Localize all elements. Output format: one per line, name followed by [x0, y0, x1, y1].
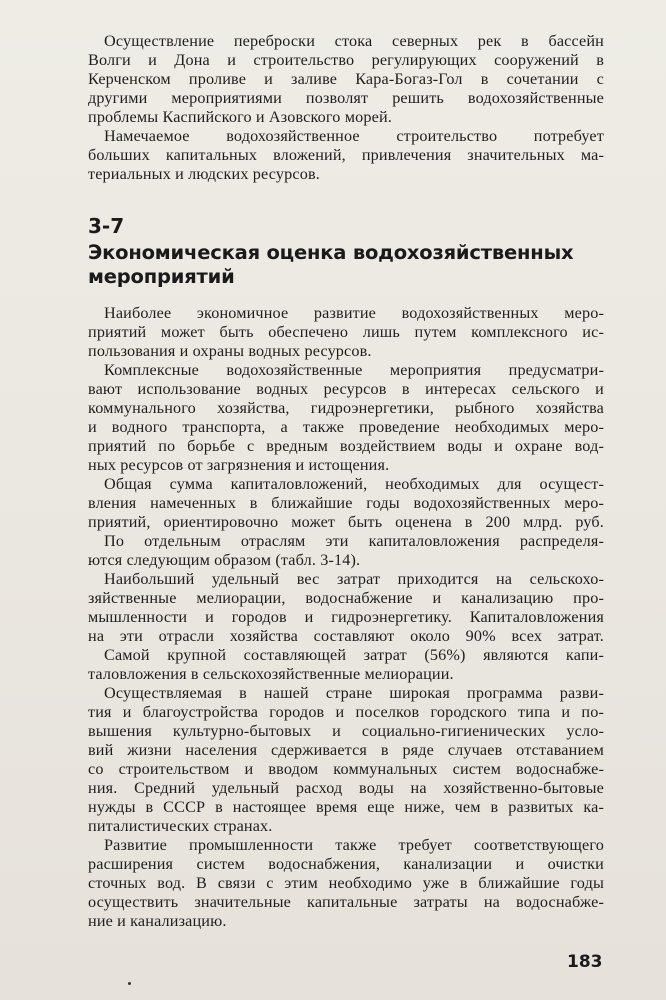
text-line: на эти отрасли хозяйства составляют около 90% всех затрат.	[88, 627, 604, 645]
body-paragraph-6	[88, 646, 604, 684]
text-line: Самой крупной составляющей затрат (56%) являются капи-	[104, 646, 604, 664]
body-paragraph-5	[88, 570, 604, 646]
text-line: ных ресурсов от загрязнения и истощения.	[88, 456, 390, 474]
text-line: Комплексные водохозяйственные мероприятия предусматри-	[104, 361, 604, 379]
text-line: вления намеченных в ближайшие годы водохозяйственных меро-	[88, 494, 604, 512]
text-line: пользования и охраны водных ресурсов.	[88, 342, 372, 360]
text-line: Осуществляемая в нашей стране широкая программа разви-	[104, 684, 604, 702]
text-line: расширения систем водоснабжения, канализации и очистки	[88, 855, 604, 873]
body-paragraph-8	[88, 836, 604, 931]
text-line: приятий, ориентировочно может быть оценена в 200 млрд. руб.	[88, 513, 604, 531]
page-number: 183	[567, 952, 603, 972]
text-line: приятий может быть обеспечено лишь путем комплексного ис-	[88, 323, 604, 341]
text-line: По отдельным отраслям эти капиталовложения распределя-	[104, 532, 604, 550]
text-line: приятий по борьбе с вредным воздействием воды и охране вод-	[88, 437, 604, 455]
body-paragraph-4	[88, 532, 604, 570]
text-line: Наиболее экономичное развитие водохозяйственных меро-	[104, 304, 604, 322]
text-line: Общая сумма капиталовложений, необходимых для осущест-	[104, 475, 604, 493]
text-line: ние и канализацию.	[88, 912, 227, 930]
text-line: Осуществление переброски стока северных рек в бассейн	[104, 32, 604, 50]
text-line: мышленности и городов и гидроэнергетику. Капиталовложения	[88, 608, 604, 626]
text-line: вышения культурно-бытовых и социально-гигиенических усло-	[88, 722, 604, 740]
section-title-line-1: Экономическая оценка водохозяйственных	[88, 241, 574, 264]
text-line: териальных и людских ресурсов.	[88, 165, 320, 183]
text-line: больших капитальных вложений, привлечения значительных ма-	[88, 146, 604, 164]
text-line: питалистических странах.	[88, 817, 273, 835]
text-line: вают использование водных ресурсов в интересах сельского и	[88, 380, 604, 398]
print-speck	[128, 982, 131, 985]
text-line: Наибольший удельный вес затрат приходится на сельскохо-	[104, 570, 604, 588]
text-line: осуществить значительные капитальные затраты на водоснабже-	[88, 893, 604, 911]
text-line: таловложения в сельскохозяйственные мелиорации.	[88, 665, 454, 683]
intro-paragraph-2	[88, 127, 604, 184]
text-line: ются следующим образом (табл. 3-14).	[88, 551, 361, 569]
text-line: тия и благоустройства городов и поселков городского типа и по-	[88, 703, 604, 721]
text-line: вий жизни населения сдерживается в ряде случаев отставанием	[88, 741, 604, 759]
text-line: проблемы Каспийского и Азовского морей.	[88, 108, 392, 126]
text-line: другими мероприятиями позволят решить водохозяйственные	[88, 89, 604, 107]
text-line: Намечаемое водохозяйственное строительство потребует	[104, 127, 604, 145]
text-line: ния. Средний удельный расход воды на хозяйственно-бытовые	[88, 779, 604, 797]
body-paragraph-2	[88, 361, 604, 475]
section-heading	[88, 215, 588, 289]
text-line: Развитие промышленности также требует соответствующего	[104, 836, 604, 854]
text-line: зяйственные мелиорации, водоснабжение и канализацию про-	[88, 589, 604, 607]
text-line: коммунального хозяйства, гидроэнергетики, рыбного хозяйства	[88, 399, 604, 417]
text-line: Волги и Дона и строительство регулирующих сооружений в	[88, 51, 604, 69]
intro-paragraph-1	[88, 32, 604, 127]
body-paragraph-1	[88, 304, 604, 361]
body-paragraph-3	[88, 475, 604, 532]
text-line: сточных вод. В связи с этим необходимо уже в ближайшие годы	[88, 874, 604, 892]
section-title-line-2: мероприятий	[88, 265, 235, 288]
section-number: 3-7	[88, 214, 125, 238]
text-line: со строительством и вводом коммунальных систем водоснабже-	[88, 760, 604, 778]
text-line: Керченском проливе и заливе Кара-Богаз-Гол в сочетании с	[88, 70, 604, 88]
body-paragraph-7	[88, 684, 604, 836]
text-line: нужды в СССР в настоящее время еще ниже, чем в развитых ка-	[88, 798, 604, 816]
text-line: и водного транспорта, а также проведение необходимых меро-	[88, 418, 604, 436]
